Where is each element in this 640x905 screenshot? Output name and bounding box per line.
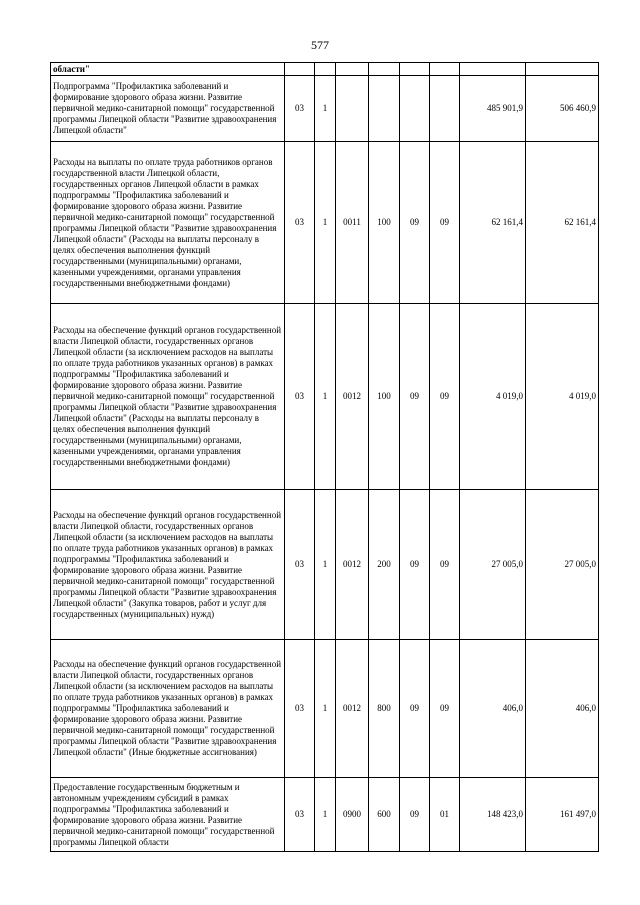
- col-amount-year-2: 62 161,4: [526, 142, 599, 304]
- row-description: Расходы на обеспечение функций органов государственной власти Липецкой области, государственных органов Липецкой области (за исключением расходов на выплаты по оплате труда работников указанных органов) в рамках подпрограммы "Профилактика заболеваний и формирование здорового образа жизни. Развитие первичной медико-санитарной помощи" государственной программы Липецкой области "Развитие здравоохранения Липецкой области" (Закупка товаров, работ и услуг для государственных (муниципальных) нужд): [51, 490, 285, 640]
- col-ministry-code: 03: [285, 142, 315, 304]
- col-subsection: 09: [430, 304, 460, 490]
- col-ministry-code: 03: [285, 778, 315, 852]
- col-amount-year-2: 27 005,0: [526, 490, 599, 640]
- col-article-code: 0012: [336, 640, 369, 778]
- col-program-code: 1: [315, 76, 336, 142]
- col-article-code: 0012: [336, 304, 369, 490]
- row-description: области": [51, 63, 285, 76]
- budget-table: [50, 62, 599, 852]
- col-expense-type: 800: [369, 640, 400, 778]
- col-amount-year-1: 406,0: [460, 640, 526, 778]
- col-section: 09: [400, 490, 430, 640]
- page-number: 577: [311, 38, 329, 52]
- col-article-code: 0011: [336, 142, 369, 304]
- col-program-code: 1: [315, 490, 336, 640]
- row-description: Расходы на обеспечение функций органов государственной власти Липецкой области, государственных органов Липецкой области (за исключением расходов на выплаты по оплате труда работников указанных органов) в рамках подпрограммы "Профилактика заболеваний и формирование здорового образа жизни. Развитие первичной медико-санитарной помощи" государственной программы Липецкой области "Развитие здравоохранения Липецкой области" (Расходы на выплаты персоналу в целях обеспечения выполнения функций государственными (муниципальными) органами, казенными учреждениями, органами управления государственными внебюджетными фондами): [51, 304, 285, 490]
- col-section: 09: [400, 304, 430, 490]
- continuation-row: [51, 63, 599, 76]
- col-section: 09: [400, 142, 430, 304]
- col-expense-type: [369, 76, 400, 142]
- col-subsection: 01: [430, 778, 460, 852]
- col-amount-year-2: 161 497,0: [526, 778, 599, 852]
- col-ministry-code: 03: [285, 490, 315, 640]
- col-subsection: 09: [430, 490, 460, 640]
- col-article-code: 0012: [336, 490, 369, 640]
- col-ministry-code: 03: [285, 76, 315, 142]
- col-subsection: 09: [430, 142, 460, 304]
- col-amount-year-2: 4 019,0: [526, 304, 599, 490]
- row-description: Расходы на обеспечение функций органов государственной власти Липецкой области, государственных органов Липецкой области (за исключением расходов на выплаты по оплате труда работников указанных органов) в рамках подпрограммы "Профилактика заболеваний и формирование здорового образа жизни. Развитие первичной медико-санитарной помощи" государственной программы Липецкой области "Развитие здравоохранения Липецкой области" (Иные бюджетные ассигнования): [51, 640, 285, 778]
- col-amount-year-2: 506 460,9: [526, 76, 599, 142]
- empty-cell: [430, 63, 460, 76]
- col-article-code: 0900: [336, 778, 369, 852]
- col-subsection: [430, 76, 460, 142]
- col-section: 09: [400, 640, 430, 778]
- empty-cell: [336, 63, 369, 76]
- empty-cell: [400, 63, 430, 76]
- col-section: [400, 76, 430, 142]
- col-amount-year-1: 4 019,0: [460, 304, 526, 490]
- col-amount-year-1: 62 161,4: [460, 142, 526, 304]
- table-row: [51, 778, 599, 852]
- col-program-code: 1: [315, 778, 336, 852]
- col-expense-type: 100: [369, 304, 400, 490]
- col-expense-type: 100: [369, 142, 400, 304]
- col-ministry-code: 03: [285, 640, 315, 778]
- col-program-code: 1: [315, 142, 336, 304]
- empty-cell: [285, 63, 315, 76]
- col-subsection: 09: [430, 640, 460, 778]
- col-expense-type: 200: [369, 490, 400, 640]
- col-amount-year-2: 406,0: [526, 640, 599, 778]
- col-article-code: [336, 76, 369, 142]
- table-row: [51, 640, 599, 778]
- table-row: [51, 490, 599, 640]
- empty-cell: [460, 63, 526, 76]
- table-row: [51, 142, 599, 304]
- row-description: Предоставление государственным бюджетным и автономным учреждениям субсидий в рамках подпрограммы "Профилактика заболеваний и формирование здорового образа жизни. Развитие первичной медико-санитарной помощи" государственной программы Липецкой области: [51, 778, 285, 852]
- table-row: [51, 304, 599, 490]
- col-program-code: 1: [315, 640, 336, 778]
- empty-cell: [315, 63, 336, 76]
- empty-cell: [526, 63, 599, 76]
- col-ministry-code: 03: [285, 304, 315, 490]
- row-description: Подпрограмма "Профилактика заболеваний и формирование здорового образа жизни. Развитие первичной медико-санитарной помощи" государственной программы Липецкой области "Развитие здравоохранения Липецкой области": [51, 76, 285, 142]
- col-amount-year-1: 27 005,0: [460, 490, 526, 640]
- empty-cell: [369, 63, 400, 76]
- table-row: [51, 76, 599, 142]
- col-amount-year-1: 485 901,9: [460, 76, 526, 142]
- col-amount-year-1: 148 423,0: [460, 778, 526, 852]
- col-expense-type: 600: [369, 778, 400, 852]
- row-description: Расходы на выплаты по оплате труда работников органов государственной власти Липецкой области, государственных органов Липецкой области в рамках подпрограммы "Профилактика заболеваний и формирование здорового образа жизни. Развитие первичной медико-санитарной помощи" государственной программы Липецкой области "Развитие здравоохранения Липецкой области" (Расходы на выплаты персоналу в целях обеспечения выполнения функций государственными (муниципальными) органами, казенными учреждениями, органами управления государственными внебюджетными фондами): [51, 142, 285, 304]
- col-program-code: 1: [315, 304, 336, 490]
- col-section: 09: [400, 778, 430, 852]
